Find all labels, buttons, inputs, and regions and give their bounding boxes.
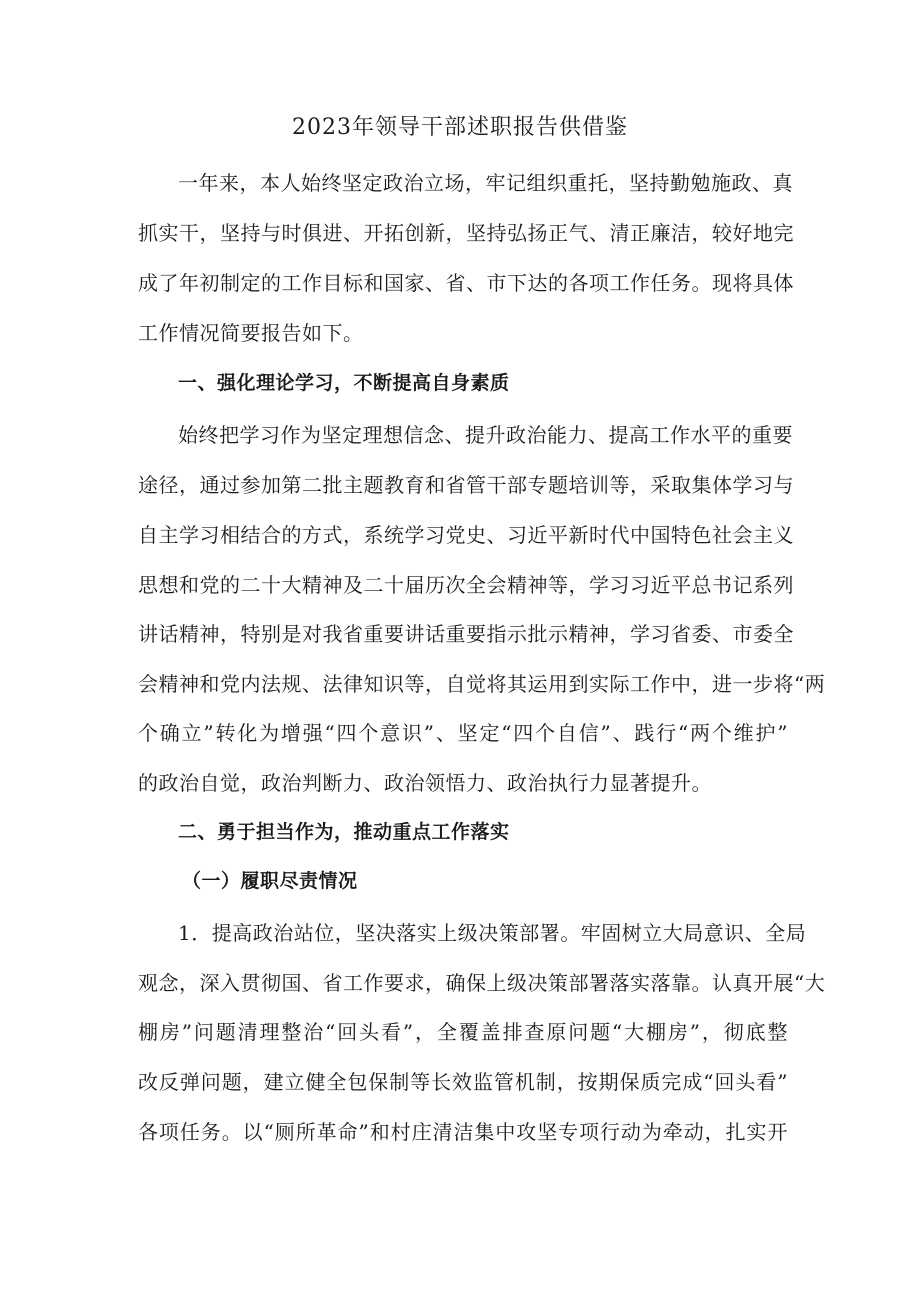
document-title: 2023年领导干部述职报告供借鉴 [292, 115, 628, 140]
intro-line-2: 抓实干，坚持与时俱进、开拓创新，坚持弘扬正气、清正廉洁，较好地完 [138, 221, 794, 245]
section2-line-1: 1．提高政治站位，坚决落实上级决策部署。牢固树立大局意识、全局 [178, 921, 807, 945]
section1-line-5: 讲话精神，特别是对我省重要讲话重要指示批示精神，学习省委、市委全 [138, 622, 794, 646]
section1-line-7: 个确立”转化为增强“四个意识”、坚定“四个自信”、践行“两个维护” [138, 721, 788, 745]
intro-line-3: 成了年初制定的工作目标和国家、省、市下达的各项工作任务。现将具体 [138, 271, 794, 295]
section2-subheading: （一）履职尽责情况 [182, 870, 358, 892]
section1-heading: 一、强化理论学习，不断提高自身素质 [178, 372, 510, 394]
section2-line-2: 观念，深入贯彻国、省工作要求，确保上级决策部署落实落靠。认真开展“大 [138, 971, 826, 995]
section1-line-8: 的政治自觉，政治判断力、政治领悟力、政治执行力显著提升。 [138, 771, 712, 795]
section2-heading: 二、勇于担当作为，推动重点工作落实 [178, 821, 510, 843]
section1-line-2: 途径，通过参加第二批主题教育和省管干部专题培训等，采取集体学习与 [138, 473, 794, 497]
section1-line-3: 自主学习相结合的方式，系统学习党史、习近平新时代中国特色社会主义 [138, 523, 794, 547]
section2-line-3: 棚房”问题清理整治“回头看”，全覆盖排查原问题“大棚房”，彻底整 [138, 1020, 788, 1044]
section2-line-4: 改反弹问题，建立健全包保制等长效监管机制，按期保质完成“回头看” [138, 1070, 788, 1094]
intro-line-1: 一年来，本人始终坚定政治立场，牢记组织重托，坚持勤勉施政、真 [178, 171, 793, 195]
section1-line-4: 思想和党的二十大精神及二十届历次全会精神等，学习习近平总书记系列 [138, 573, 794, 597]
intro-line-4: 工作情况简要报告如下。 [138, 321, 364, 345]
section1-line-1: 始终把学习作为坚定理想信念、提升政治能力、提高工作水平的重要 [178, 423, 793, 447]
section2-line-5: 各项任务。以“厕所革命”和村庄清洁集中攻坚专项行动为牵动，扎实开 [138, 1120, 788, 1144]
section1-line-6: 会精神和党内法规、法律知识等，自觉将其运用到实际工作中，进一步将“两 [138, 672, 826, 696]
